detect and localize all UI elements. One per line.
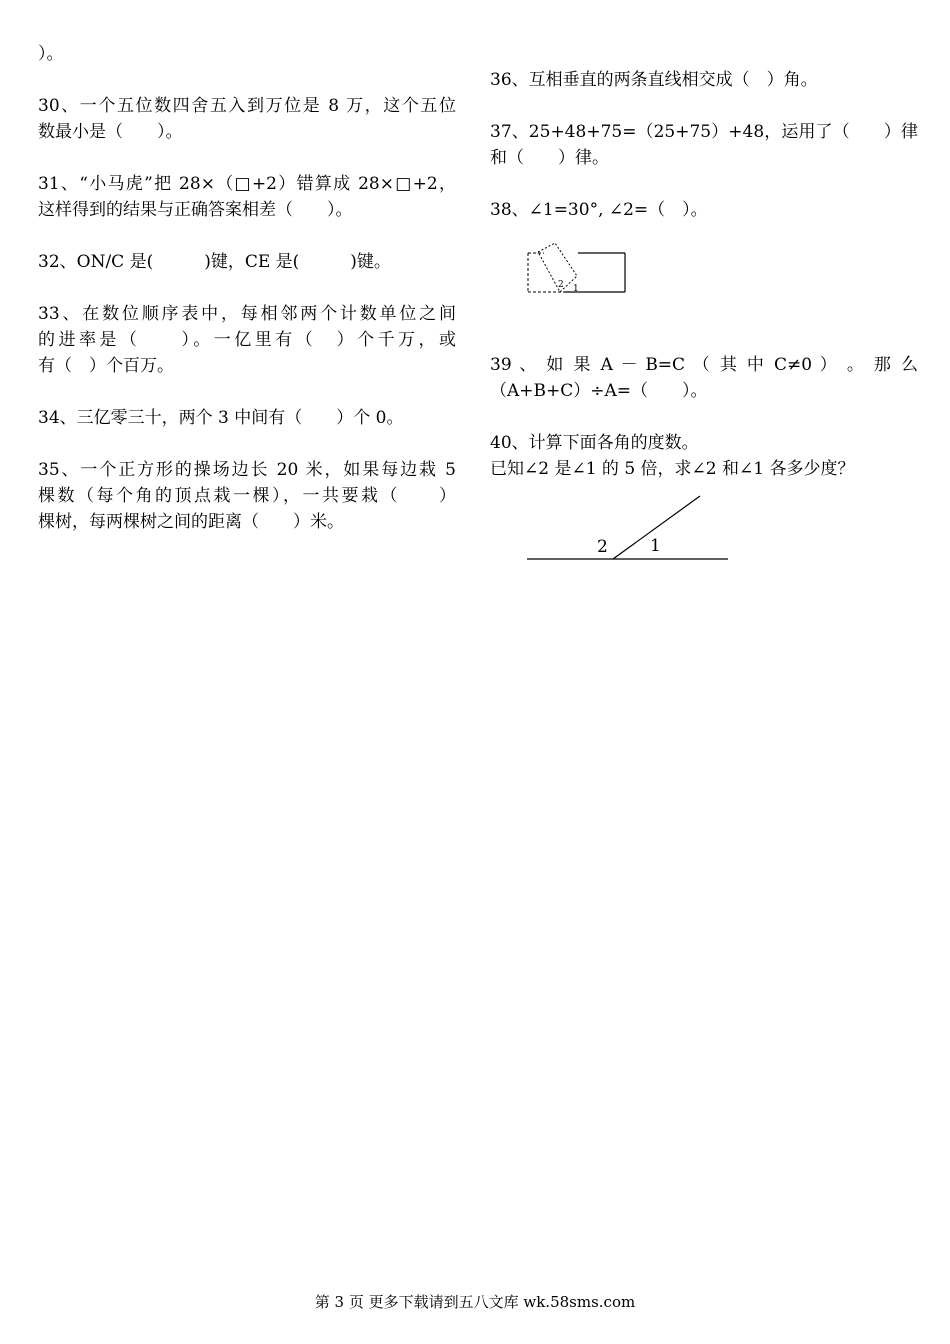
q30-line1: 30、一个五位数四舍五入到万位是 8 万，这个五位 <box>38 96 456 116</box>
q30-line2: 数最小是（ ）。 <box>38 122 183 142</box>
q31-line1: 31、“小马虎”把 28×（□+2）错算成 28×□+2， <box>38 174 456 194</box>
q33-line3: 有（ ）个百万。 <box>38 356 174 376</box>
q39-line2: （A+B+C）÷A=（ ）。 <box>490 381 708 401</box>
q38: 38、∠1=30°, ∠2=（ ）。 <box>490 200 708 220</box>
q35-line2: 棵数（每个角的顶点栽一棵），一共要栽（ ） <box>38 486 456 506</box>
q37-line2: 和（ ）律。 <box>490 148 609 168</box>
q40-line2: 已知∠2 是∠1 的 5 倍，求∠2 和∠1 各多少度？ <box>490 459 855 479</box>
q35-line1: 35、一个正方形的操场边长 20 米，如果每边栽 5 <box>38 460 456 480</box>
q33-line1: 33、在数位顺序表中，每相邻两个计数单位之间 <box>38 304 456 324</box>
q34: 34、三亿零三十，两个 3 中间有（ ）个 0。 <box>38 408 404 428</box>
q36: 36、互相垂直的两条直线相交成（ ）角。 <box>490 70 818 90</box>
q40-figure <box>520 488 740 568</box>
q39-line1: 39 、 如 果 A － B=C （ 其 中 C≠0 ） 。 那 么 <box>490 355 918 375</box>
page-footer: 第 3 页 更多下载请到五八文库 wk.58sms.com <box>314 1293 636 1311</box>
angle-1-label: 1 <box>650 536 661 556</box>
q29-tail: ）。 <box>38 44 64 64</box>
q31-line2: 这样得到的结果与正确答案相差（ ）。 <box>38 200 353 220</box>
q38-figure <box>520 236 640 300</box>
q37-line1: 37、25+48+75=（25+75）+48，运用了（ ）律 <box>490 122 918 142</box>
q40-line1: 40、计算下面各角的度数。 <box>490 433 699 453</box>
q33-line2: 的进率是（ ）。一亿里有（ ）个千万，或 <box>38 330 456 350</box>
angle-2-label: 2 <box>558 280 564 290</box>
angle-2-label: 2 <box>597 537 608 557</box>
q32: 32、ON/C 是( )键，CE 是( )键。 <box>38 252 391 272</box>
angle-1-label: 1 <box>573 284 579 294</box>
q35-line3: 棵树，每两棵树之间的距离（ ）米。 <box>38 512 344 532</box>
